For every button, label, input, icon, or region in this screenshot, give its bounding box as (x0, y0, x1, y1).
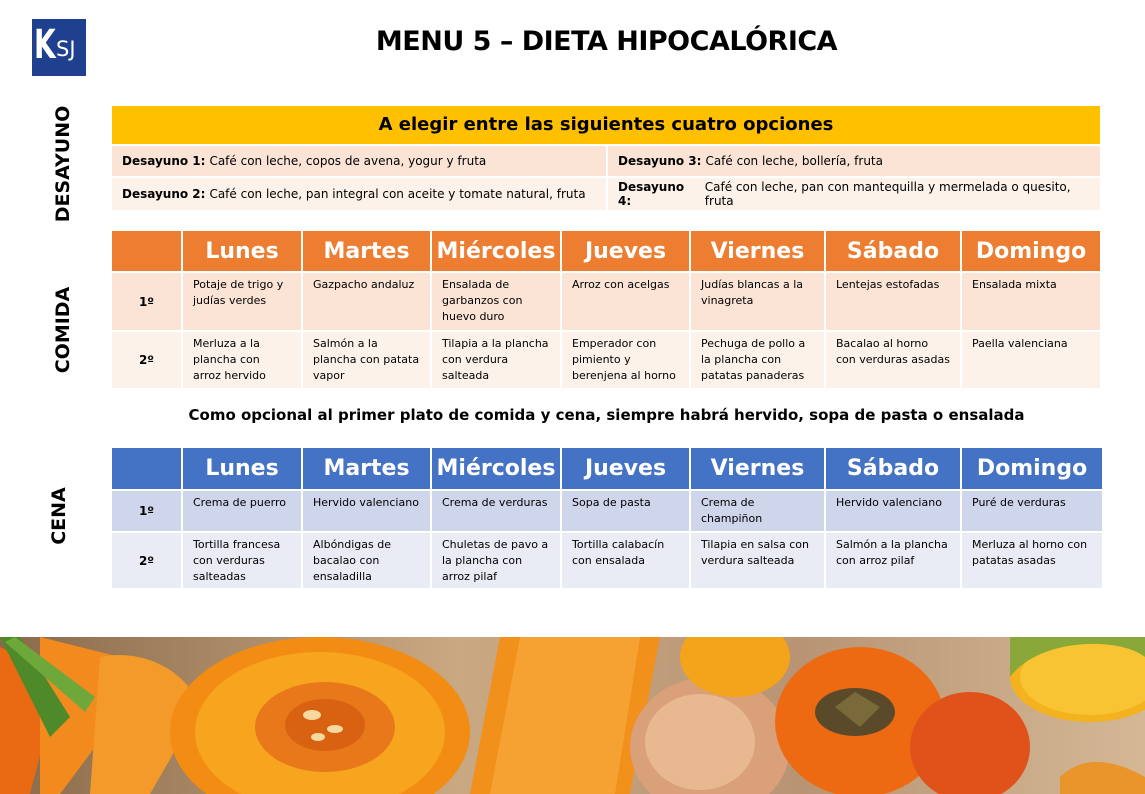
lunch-header-row (112, 231, 1102, 273)
dish-cell: Tilapia en salsa con verdura salteada (691, 533, 826, 590)
day-header: Lunes (183, 448, 303, 491)
dish-cell: Tilapia a la plancha con verdura salteada (432, 332, 562, 390)
course-number: 2º (112, 332, 183, 390)
day-header: Domingo (962, 231, 1102, 273)
breakfast-option-label: Desayuno 4: (618, 180, 685, 208)
day-header: Jueves (562, 448, 691, 491)
dish-cell: Chuletas de pavo a la plancha con arroz pilaf (432, 533, 562, 590)
dish-cell: Arroz con acelgas (562, 273, 691, 332)
course-number: 1º (112, 491, 183, 533)
section-label-lunch: COMIDA (52, 286, 74, 374)
dish-cell: Lentejas estofadas (826, 273, 962, 332)
dish-cell: Potaje de trigo y judías verdes (183, 273, 303, 332)
day-header: Miércoles (432, 448, 562, 491)
breakfast-option-label: Desayuno 2: (122, 187, 206, 201)
dish-cell: Pechuga de pollo a la plancha con patatas panaderas (691, 332, 826, 390)
section-label-dinner: CENA (48, 487, 70, 545)
table-row (112, 273, 1102, 332)
course-number: 1º (112, 273, 183, 332)
table-corner (112, 231, 183, 273)
day-header: Sábado (826, 231, 962, 273)
vegetables-illustration (0, 637, 1145, 794)
dish-cell: Tortilla francesa con verduras salteadas (183, 533, 303, 590)
breakfast-option-text: Café con leche, copos de avena, yogur y fruta (209, 154, 487, 168)
dish-cell: Hervido valenciano (303, 491, 432, 533)
day-header: Martes (303, 231, 432, 273)
dish-cell: Crema de champiñon (691, 491, 826, 533)
logo-text: SJ (56, 37, 76, 61)
table-row (112, 491, 1104, 533)
dish-cell: Hervido valenciano (826, 491, 962, 533)
course-number: 2º (112, 533, 183, 590)
lunch-table (112, 231, 1102, 390)
dish-cell: Merluza al horno con patatas asadas (962, 533, 1104, 590)
breakfast-option (112, 144, 606, 176)
day-header: Viernes (691, 448, 826, 491)
dish-cell: Judías blancas a la vinagreta (691, 273, 826, 332)
dish-cell: Paella valenciana (962, 332, 1102, 390)
dish-cell: Gazpacho andaluz (303, 273, 432, 332)
vegetables-photo (0, 637, 1145, 794)
breakfast-heading: A elegir entre las siguientes cuatro opciones (112, 106, 1100, 144)
table-corner (112, 448, 183, 491)
day-header: Miércoles (432, 231, 562, 273)
breakfast-option-text: Café con leche, bollería, fruta (705, 154, 883, 168)
page-title: MENU 5 – DIETA HIPOCALÓRICA (375, 26, 838, 57)
optional-note: Como opcional al primer plato de comida y cena, siempre habrá hervido, sopa de pasta o ensalada (188, 406, 1025, 424)
dish-cell: Sopa de pasta (562, 491, 691, 533)
dish-cell: Albóndigas de bacalao con ensaladilla (303, 533, 432, 590)
dish-cell: Ensalada de garbanzos con huevo duro (432, 273, 562, 332)
day-header: Lunes (183, 231, 303, 273)
table-row (112, 533, 1104, 590)
day-header: Viernes (691, 231, 826, 273)
logo-mark: K (34, 22, 56, 68)
breakfast-option-label: Desayuno 1: (122, 154, 206, 168)
table-row (112, 332, 1102, 390)
dish-cell: Crema de puerro (183, 491, 303, 533)
dish-cell: Puré de verduras (962, 491, 1104, 533)
dish-cell: Salmón a la plancha con arroz pilaf (826, 533, 962, 590)
breakfast-option-label: Desayuno 3: (618, 154, 702, 168)
breakfast-option-text: Café con leche, pan con mantequilla y mermelada o quesito, fruta (704, 180, 1071, 208)
breakfast-option-text: Café con leche, pan integral con aceite y tomate natural, fruta (209, 187, 586, 201)
dish-cell: Ensalada mixta (962, 273, 1102, 332)
day-header: Jueves (562, 231, 691, 273)
dish-cell: Salmón a la plancha con patata vapor (303, 332, 432, 390)
dinner-header-row (112, 448, 1104, 491)
breakfast-table (112, 106, 1100, 210)
breakfast-option (606, 176, 1100, 210)
dish-cell: Bacalao al horno con verduras asadas (826, 332, 962, 390)
day-header: Domingo (962, 448, 1104, 491)
dish-cell: Crema de verduras (432, 491, 562, 533)
dish-cell: Emperador con pimiento y berenjena al horno (562, 332, 691, 390)
dish-cell: Merluza a la plancha con arroz hervido (183, 332, 303, 390)
day-header: Sábado (826, 448, 962, 491)
breakfast-option (112, 176, 606, 210)
dish-cell: Tortilla calabacín con ensalada (562, 533, 691, 590)
breakfast-option (606, 144, 1100, 176)
day-header: Martes (303, 448, 432, 491)
dinner-table (112, 448, 1104, 590)
section-label-breakfast: DESAYUNO (52, 105, 74, 223)
